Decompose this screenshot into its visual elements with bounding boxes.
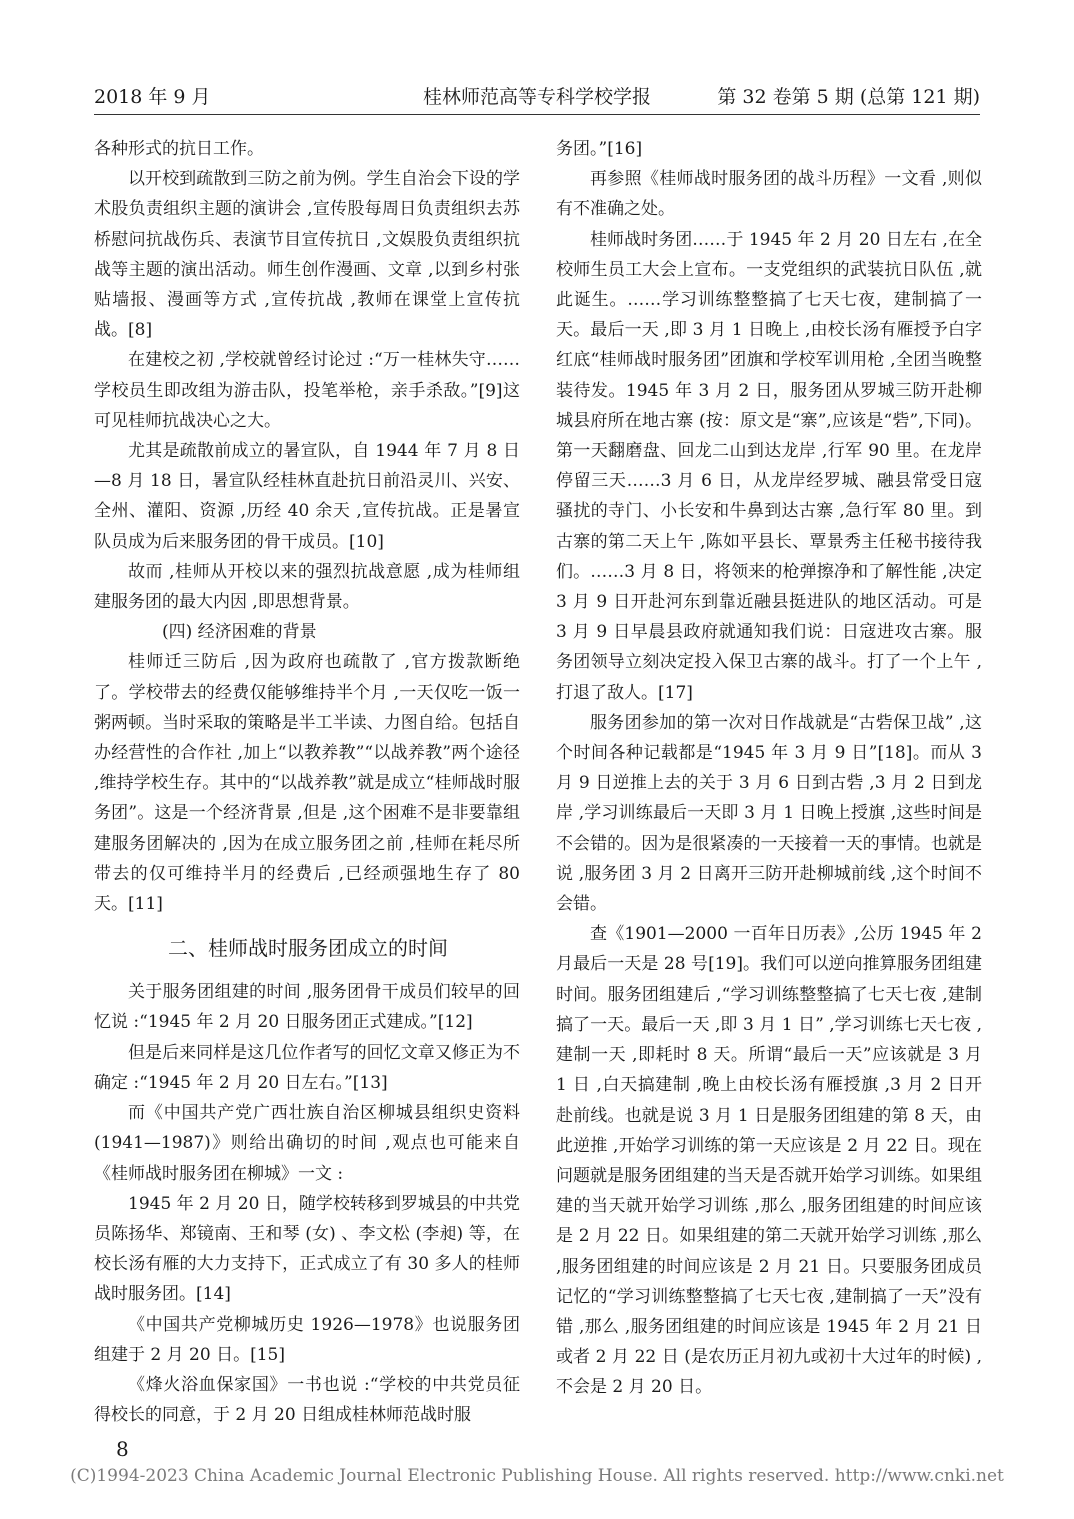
paragraph: 《中国共产党柳城历史 1926—1978》也说服务团组建于 2 月 20 日。[15] bbox=[94, 1314, 520, 1365]
paragraph: 1945 年 2 月 20 日，随学校转移到罗城县的中共党员陈扬华、郑镜南、王和琴 (女) 、李文松 (李昶) 等，在校长汤有雁的大力支持下，正式成立了有 30 多人的桂师战时服务团。[14] bbox=[94, 1193, 520, 1305]
right-column bbox=[556, 134, 982, 1403]
header-journal-title: 桂林师范高等专科学校学报 bbox=[422, 86, 651, 108]
paragraph: 再参照《桂师战时服务团的战斗历程》一文看 ,则似有不准确之处。 bbox=[556, 169, 982, 220]
paragraph: 查《1901—2000 一百年日历表》,公历 1945 年 2 月最后一天是 28 号[19]。我们可以逆向推算服务团组建时间。服务团组建后 ,“学习训练整整搞了七天七夜 ,建制搞了一天。最后一天 ,即 3 月 1 日” ,学习训练七天七夜 ,建制一天 ,即耗时 8 天。所谓“最后一天”应该就是 3 月 1 日 ,白天搞建制 ,晚上由校长汤有雁授旗 ,3 月 2 日开赴前线。也就是说 3 月 1 日是服务团组建的第 8 天，由此逆推 ,开始学习训练的第一天应该是 2 月 22 日。现在问题就是服务团组建的当天是否就开始学习训练。如果组建的当天就开始学习训练 ,那么 ,服务团组建的时间应该是 2 月 22 日。如果组建的第二天就开始学习训练 ,那么 ,服务团组建的时间应该是 2 月 21 日。只要服务团成员记忆的“学习训练整整搞了七天七夜 ,建制搞了一天”没有错 ,那么 ,服务团组建的时间应该是 1945 年 2 月 21 日或者 2 月 22 日 (是农历正月初九或初十大过年的时候) ,不会是 2 月 20 日。 bbox=[556, 924, 982, 1398]
paragraph: 服务团参加的第一次对日作战就是“古砦保卫战” ,这个时间各种记载都是“1945 年 3 月 9 日”[18]。而从 3 月 9 日逆推上去的关于 3 月 6 日到古砦 ,3 月 2 日到龙岸 ,学习训练最后一天即 3 月 1 日晚上授旗 ,这些时间是不会错的。因为是很紧凑的一天接着一天的事情。也就是说 ,服务团 3 月 2 日离开三防开赴柳城前线 ,这个时间不会错。 bbox=[556, 712, 982, 915]
left-column bbox=[94, 134, 520, 1430]
running-header bbox=[94, 82, 980, 116]
paragraph: 故而 ,桂师从开校以来的强烈抗战意愿 ,成为桂师组建服务团的最大内因 ,即思想背景。 bbox=[94, 561, 520, 613]
copyright-footer: (C)1994-2023 China Academic Journal Electronic Publishing House. All rights reserved. http://www.cnki.net bbox=[70, 1466, 1004, 1486]
paragraph: 在建校之初 ,学校就曾经讨论过 :“万一桂林失守……学校员生即改组为游击队，投笔举枪，亲手杀敌。”[9]这可见桂师抗战决心之大。 bbox=[94, 350, 520, 431]
header-issue: 第 32 卷第 5 期 (总第 121 期) bbox=[717, 86, 980, 108]
paragraph: 尤其是疏散前成立的暑宣队，自 1944 年 7 月 8 日—8 月 18 日，暑宣队经桂林直赴抗日前沿灵川、兴安、全州、灌阳、资源 ,历经 40 余天 ,宣传抗战。正是暑宣队员成为后来服务团的骨干成员。[10] bbox=[94, 441, 520, 552]
paragraph: 桂师战时务团……于 1945 年 2 月 20 日左右 ,在全校师生员工大会上宣布。一支党组织的武装抗日队伍 ,就此诞生。……学习训练整整搞了七天七夜，建制搞了一天。最后一天 ,即 3 月 1 日晚上 ,由校长汤有雁授予白字红底“桂师战时服务团”团旗和学校军训用枪 ,全团当晚整装待发。1945 年 3 月 2 日，服务团从罗城三防开赴柳城县府所在地古寨 (按：原文是“寨”,应该是“砦”,下同)。第一天翻磨盘、回龙二山到达龙岸 ,行军 90 里。在龙岸停留三天……3 月 6 日，从龙岸经罗城、融县常受日寇骚扰的寺门、小长安和牛鼻到达古寨 ,急行军 80 里。到古寨的第二天上午 ,陈如平县长、覃景秀主任秘书接待我们。……3 月 8 日，将领来的枪弹擦净和了解性能 ,决定 3 月 9 日开赴河东到靠近融县挺进队的地区活动。可是 3 月 9 日早晨县政府就通知我们说：日寇进攻古寨。服务团领导立刻决定投入保卫古寨的战斗。打了一个上午 ,打退了敌人。[17] bbox=[556, 229, 982, 703]
paragraph: 而《中国共产党广西壮族自治区柳城县组织史资料(1941—1987)》则给出确切的时间 ,观点也可能来自《桂师战时服务团在柳城》一文 : bbox=[94, 1103, 520, 1184]
paragraph: 但是后来同样是这几位作者写的回忆文章又修正为不确定 :“1945 年 2 月 20 日左右。”[13] bbox=[94, 1042, 520, 1093]
paragraph: 各种形式的抗日工作。 bbox=[94, 139, 264, 159]
paragraph: 以开校到疏散到三防之前为例。学生自治会下设的学术股负责组织主题的演讲会 ,宣传股每周日负责组织去苏桥慰问抗战伤兵、表演节目宣传抗日 ,文娱股负责组织抗战等主题的演出活动。师生创作漫画、文章 ,以到乡村张贴墙报、漫画等方式 ,宣传抗战 ,教师在课堂上宣传抗战。[8] bbox=[94, 169, 520, 341]
page-number: 8 bbox=[116, 1437, 129, 1461]
paragraph: 桂师迁三防后 ,因为政府也疏散了 ,官方拨款断绝了。学校带去的经费仅能够维持半个月 ,一天仅吃一饭一粥两顿。当时采取的策略是半工半读、力图自给。包括自办经营性的合作社 ,加上“以教养教”“以战养教”两个途径 ,维持学校生存。其中的“以战养教”就是成立“桂师战时服务团”。这是一个经济背景 ,但是 ,这个困难不是非要靠组建服务团解决的 ,因为在成立服务团之前 ,桂师在耗尽所带去的仅可维持半月的经费后 ,已经顽强地生存了 80 天。[11] bbox=[94, 652, 520, 915]
paragraph: 《烽火浴血保家国》一书也说 :“学校的中共党员征得校长的同意，于 2 月 20 日组成桂林师范战时服 bbox=[94, 1374, 520, 1426]
header-date: 2018 年 9 月 bbox=[94, 86, 211, 108]
header-rule bbox=[94, 114, 980, 115]
section-heading: 二、桂师战时服务团成立的时间 bbox=[168, 936, 448, 961]
paragraph: 关于服务团组建的时间 ,服务团骨干成员们较早的回忆说 :“1945 年 2 月 20 日服务团正式建成。”[12] bbox=[94, 982, 520, 1033]
subsection-heading: (四) 经济困难的背景 bbox=[162, 622, 317, 643]
paragraph: 务团。”[16] bbox=[556, 139, 643, 159]
